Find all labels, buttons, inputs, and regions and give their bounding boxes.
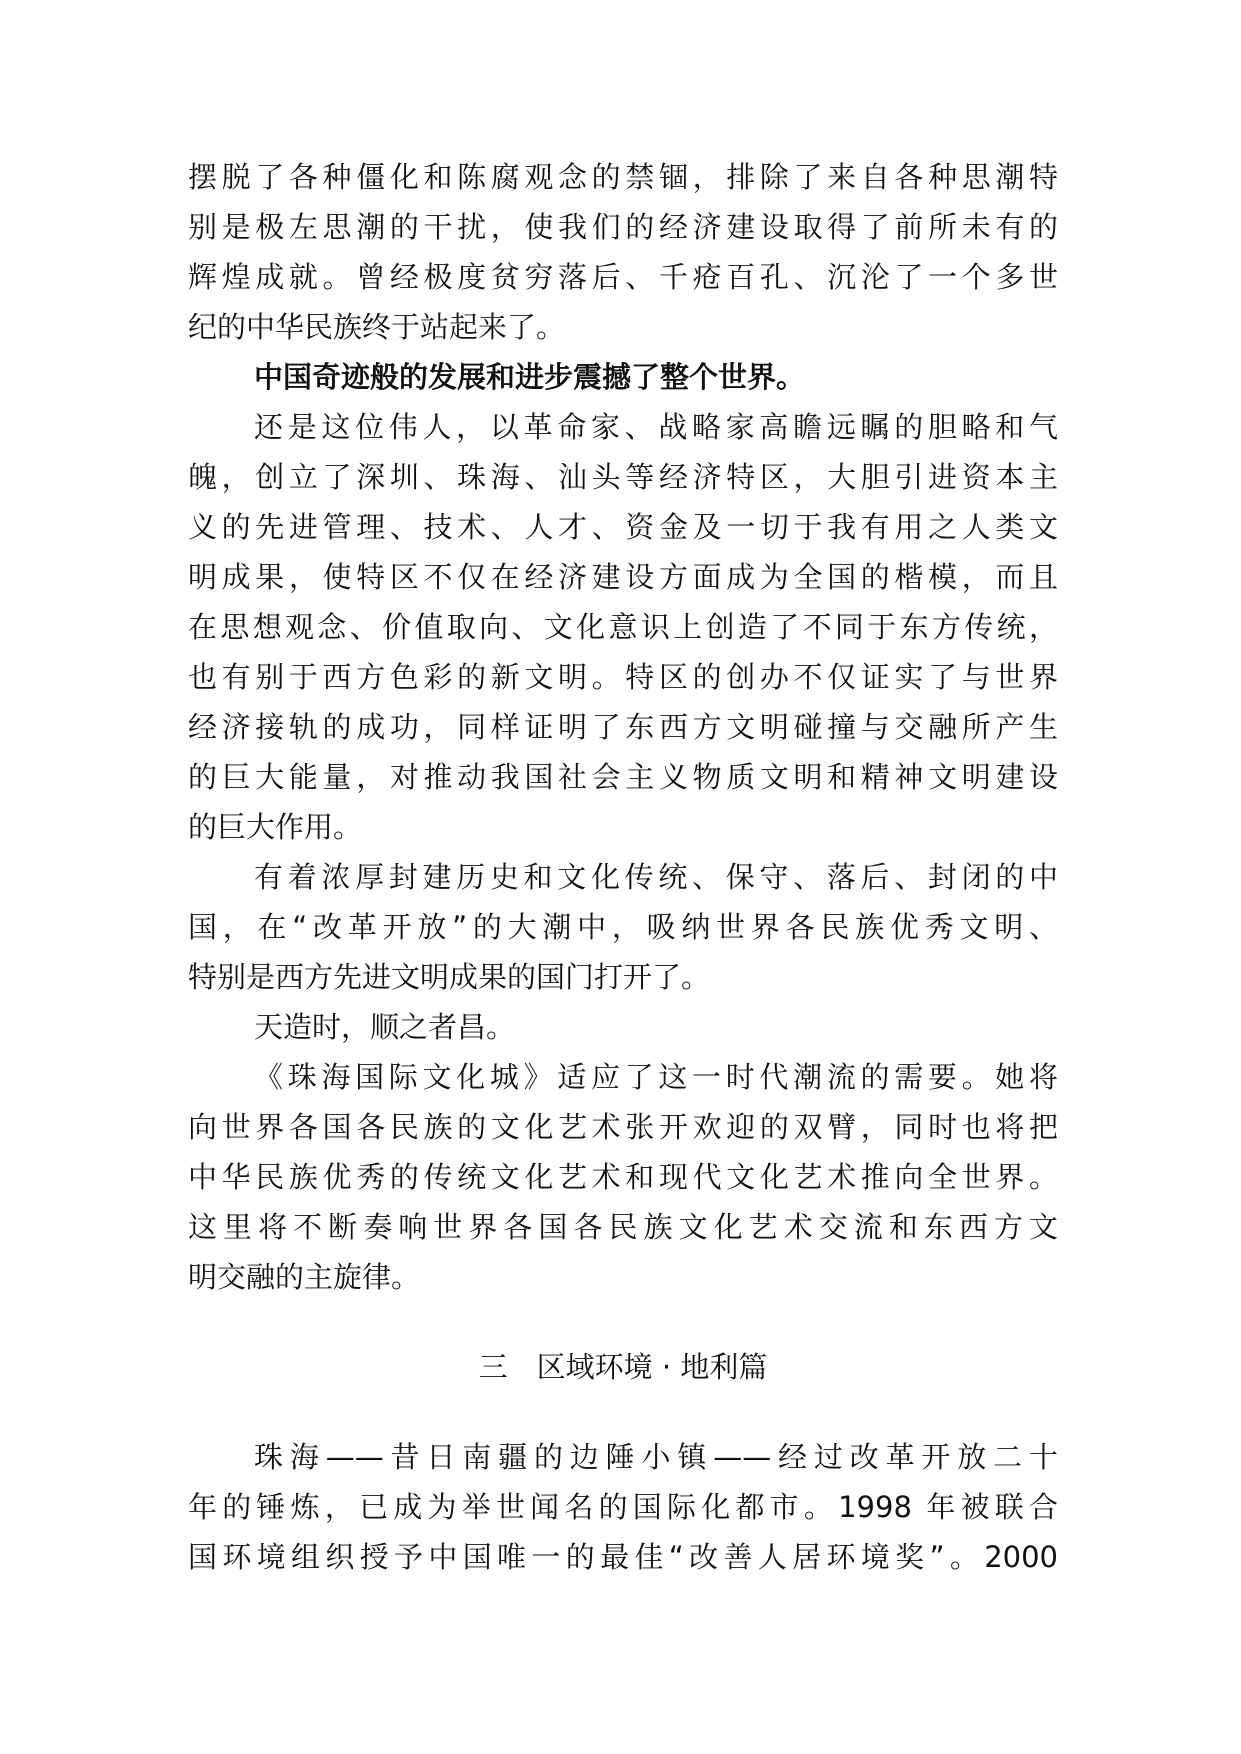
- text-line: 还是这位伟人，以革命家、战略家高瞻远瞩的胆略和气: [254, 410, 1058, 444]
- text-line: 纪的中华民族终于站起来了。: [188, 310, 566, 344]
- text-line: 向世界各国各民族的文化艺术张开欢迎的双臂，同时也将把: [188, 1110, 1058, 1144]
- text-line: 摆脱了各种僵化和陈腐观念的禁锢，排除了来自各种思潮特: [188, 160, 1058, 194]
- text-line: 年的锤炼，已成为举世闻名的国际化都市。1998 年被联合: [188, 1490, 1058, 1524]
- paragraph-3: [188, 402, 1058, 852]
- text-line: 天造时，顺之者昌。: [254, 1010, 516, 1044]
- text-line: 有着浓厚封建历史和文化传统、保守、落后、封闭的中: [254, 860, 1058, 894]
- text-line: 魄，创立了深圳、珠海、汕头等经济特区，大胆引进资本主: [188, 460, 1058, 494]
- document-page: [188, 152, 1058, 1582]
- text-line: 《珠海国际文化城》适应了这一时代潮流的需要。她将: [254, 1060, 1058, 1094]
- text-line: 的巨大作用。: [188, 810, 363, 844]
- text-line: 特别是西方先进文明成果的国门打开了。: [188, 960, 711, 994]
- text-line: 珠海——昔日南疆的边陲小镇——经过改革开放二十: [254, 1440, 1058, 1474]
- text-line: 明交融的主旋律。: [188, 1260, 421, 1294]
- paragraph-6: [188, 1052, 1058, 1302]
- text-line: 中国奇迹般的发展和进步震撼了整个世界。: [254, 360, 806, 394]
- section-heading: 三 区域环境 · 地利篇: [478, 1350, 768, 1384]
- paragraph-7: [188, 1432, 1058, 1582]
- paragraph-5: [188, 1002, 1058, 1052]
- text-line: 也有别于西方色彩的新文明。特区的创办不仅证实了与世界: [188, 660, 1058, 694]
- paragraph-2-bold: [188, 352, 1058, 402]
- text-line: 这里将不断奏响世界各国各民族文化艺术交流和东西方文: [188, 1210, 1058, 1244]
- text-line: 国环境组织授予中国唯一的最佳“改善人居环境奖”。2000: [188, 1540, 1058, 1574]
- text-line: 义的先进管理、技术、人才、资金及一切于我有用之人类文: [188, 510, 1058, 544]
- text-line: 中华民族优秀的传统文化艺术和现代文化艺术推向全世界。: [188, 1160, 1058, 1194]
- text-line: 的巨大能量，对推动我国社会主义物质文明和精神文明建设: [188, 760, 1058, 794]
- text-line: 在思想观念、价值取向、文化意识上创造了不同于东方传统，: [188, 610, 1058, 644]
- text-line: 经济接轨的成功，同样证明了东西方文明碰撞与交融所产生: [188, 710, 1058, 744]
- text-line: 国，在“改革开放”的大潮中，吸纳世界各民族优秀文明、: [188, 910, 1058, 944]
- paragraph-4: [188, 852, 1058, 1002]
- text-line: 辉煌成就。曾经极度贫穷落后、千疮百孔、沉沦了一个多世: [188, 260, 1058, 294]
- paragraph-1: [188, 152, 1058, 352]
- text-line: 别是极左思潮的干扰，使我们的经济建设取得了前所未有的: [188, 210, 1058, 244]
- text-line: 明成果，使特区不仅在经济建设方面成为全国的楷模，而且: [188, 560, 1058, 594]
